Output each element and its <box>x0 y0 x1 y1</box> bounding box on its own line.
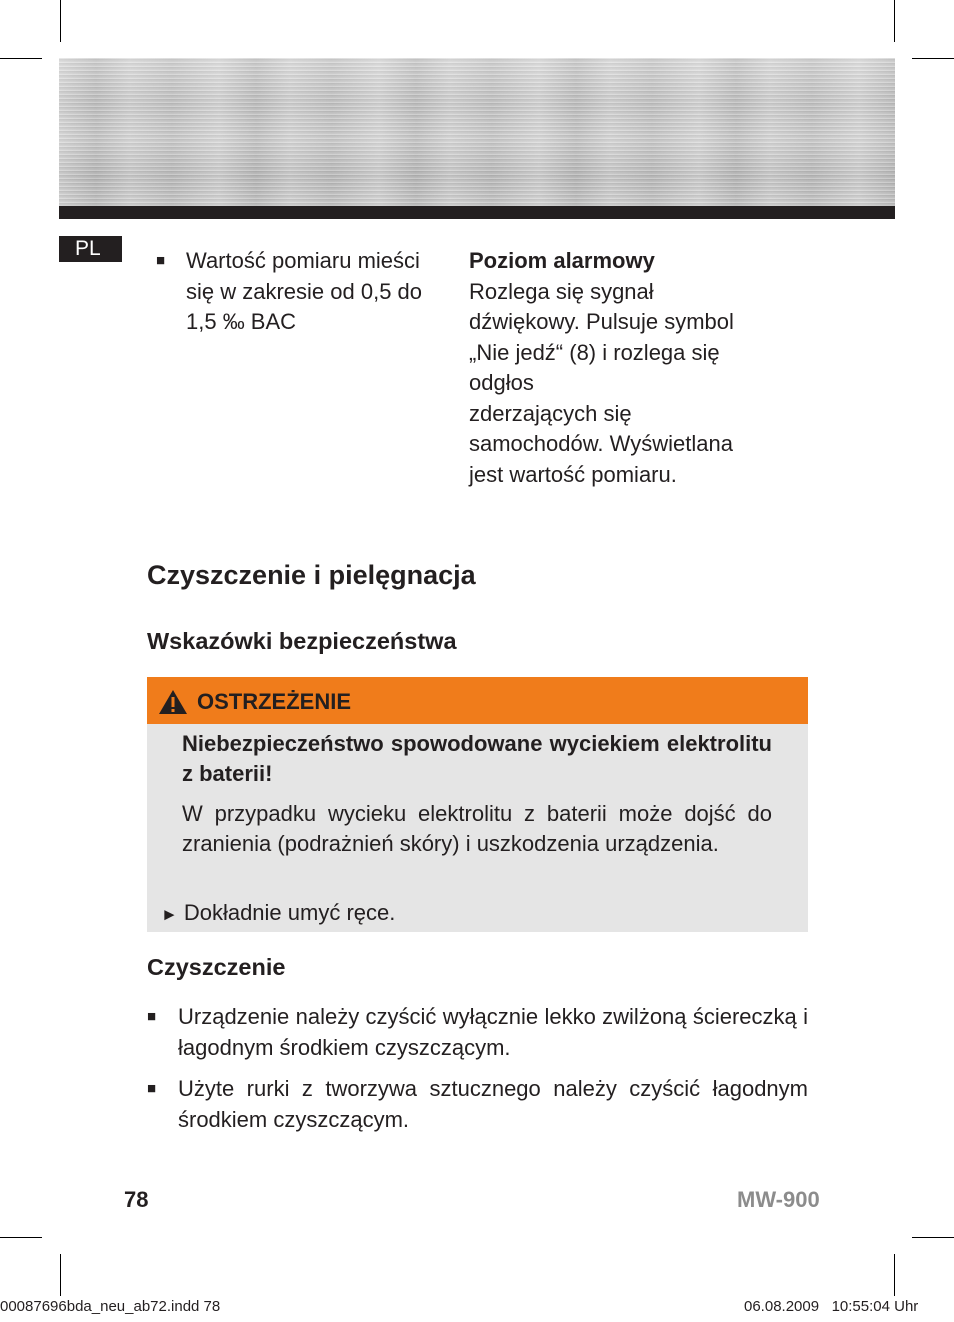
alarm-level-block <box>469 246 789 490</box>
warning-heading: Niebezpieczeństwo spowodowane wyciekiem elektrolitu z baterii! <box>182 731 772 786</box>
alarm-title: Poziom alarmowy <box>469 248 655 273</box>
crop-mark <box>912 1237 954 1238</box>
alarm-line: „Nie jedź“ (8) i rozlega się <box>469 339 720 365</box>
cleaning-title: Czyszczenie <box>147 954 286 980</box>
print-file-info: 00087696bda_neu_ab72.indd 78 <box>0 1298 221 1315</box>
warning-body: W przypadku wycieku elektrolitu z baterii może dojść do zranienia (podrażnień skóry) i uszkodzenia urządzenia. <box>182 801 772 856</box>
square-bullet-icon: ■ <box>147 1008 157 1025</box>
warning-box <box>147 677 808 932</box>
print-date-info: 06.08.2009 10:55:04 Uhr <box>744 1298 919 1315</box>
alarm-line: samochodów. Wyświetlana <box>469 431 733 456</box>
crop-mark <box>894 1254 895 1296</box>
square-bullet-icon: ■ <box>156 252 166 269</box>
alarm-line: odgłos <box>469 370 534 395</box>
crop-mark <box>894 0 895 42</box>
brushed-metal-header <box>59 58 895 206</box>
crop-mark <box>60 0 61 42</box>
warning-action-text: Dokładnie umyć ręce. <box>183 900 396 925</box>
warning-label: OSTRZEŻENIE <box>197 689 352 714</box>
arrow-right-icon: ► <box>161 905 178 924</box>
page-number: 78 <box>124 1187 149 1212</box>
header-bar <box>59 206 895 219</box>
language-tab: PL <box>59 236 122 262</box>
crop-mark <box>0 58 42 59</box>
alarm-line: zderzających się <box>469 400 632 426</box>
measurement-text: Wartość pomiaru mieści się w zakresie od 0,5 do 1,5 ‰ BAC <box>186 248 423 334</box>
list-item-text: Urządzenie należy czyścić wyłącznie lekko zwilżoną ściereczką i łagodnym środkiem czyszczącym. <box>178 1004 808 1060</box>
warning-triangle-icon <box>158 689 188 715</box>
warning-header <box>147 677 808 724</box>
list-item-text: Użyte rurki z tworzywa sztucznego należy czyścić łagodnym środkiem czyszczącym. <box>178 1076 808 1132</box>
section-title: Czyszczenie i pielęgnacja <box>147 560 476 590</box>
alarm-line: jest wartość pomiaru. <box>469 461 677 487</box>
crop-mark <box>0 1237 42 1238</box>
alarm-line: dźwiękowy. Pulsuje symbol <box>469 309 734 334</box>
safety-subtitle: Wskazówki bezpieczeństwa <box>147 628 457 654</box>
model-name: MW-900 <box>737 1187 820 1212</box>
alarm-line: Rozlega się sygnał <box>469 278 654 304</box>
square-bullet-icon: ■ <box>147 1080 157 1097</box>
warning-action <box>161 898 395 930</box>
crop-mark <box>60 1254 61 1296</box>
crop-mark <box>912 58 954 59</box>
